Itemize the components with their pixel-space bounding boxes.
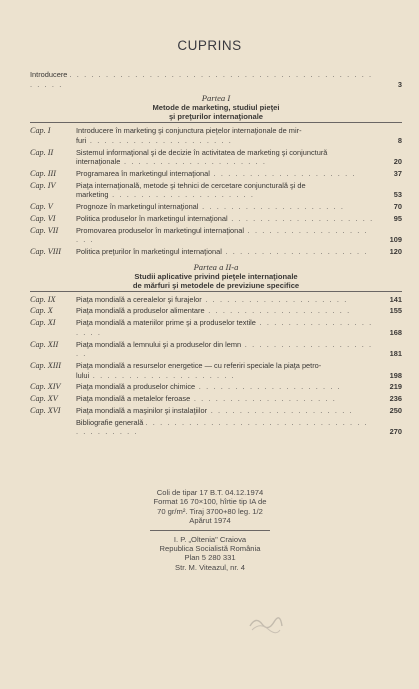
chapter-title: Piaţa mondială a materiilor prime şi a produselor textile	[76, 318, 256, 328]
chapter-title: Politica preţurilor în marketingul internaţional	[76, 247, 222, 257]
page-number: 109	[389, 235, 402, 245]
leader-dots: . . . . . . . . . . . . . . . . . . . .	[190, 394, 337, 404]
chapter-title: Piaţa mondială a metalelor feroase	[76, 394, 191, 404]
toc-chapter-row[interactable]	[30, 340, 402, 359]
leader-dots: . . . . . . . . . . . . . . . . . . . .	[76, 225, 369, 245]
colophon-line: Coli de tipar 17 B.T. 04.12.1974	[156, 488, 264, 497]
toc-chapter-row[interactable]	[30, 181, 402, 200]
chapter-title: Piaţa mondială a lemnului şi a produselor din lemn	[76, 339, 242, 349]
toc-chapter-row[interactable]	[30, 148, 402, 167]
chapter-number: Cap. X	[30, 306, 53, 316]
leader-dots: . . . . . . . . . . . . . . . . . . . .	[201, 294, 348, 304]
chapter-number: Cap. XII	[30, 339, 59, 349]
page-number: 236	[389, 394, 402, 404]
part-heading-line: de mărfuri şi metodele de previziune specifice	[132, 280, 300, 290]
leader-dots: . . . . . . . . . . . . . . . . . . . .	[76, 339, 373, 359]
chapter-number: Cap. IV	[30, 180, 56, 190]
chapter-number: Cap. XVI	[30, 405, 61, 415]
table-of-contents	[30, 70, 402, 437]
leader-dots: . . . . . . . . . . . . . . . . . . . .	[76, 318, 373, 337]
page-number: 8	[397, 135, 402, 145]
toc-chapter-row[interactable]	[30, 169, 402, 179]
toc-bibliography[interactable]: Bibliografie generală . . . . . . . . . . . . . . . . . . . . . . . . . . . . . . . . . . . . . . . . 270	[76, 417, 402, 437]
colophon-line: Plan 5 280 331	[184, 553, 236, 563]
page-number: 250	[389, 405, 402, 415]
colophon-line: 70 gr/m². Tiraj 3700+80 leg. 1/2	[157, 506, 263, 516]
chapter-number: Cap. XI	[30, 318, 56, 328]
leader-dots: . . . . . . . . . . . . . . . . . . . .	[89, 370, 236, 380]
leader-dots: . . . . . . . . . . . . . . . . . . . .	[198, 202, 345, 212]
chapter-number: Cap. IX	[30, 294, 56, 304]
chapter-number: Cap. XIII	[30, 360, 61, 370]
part-1-chapters	[30, 126, 402, 256]
page-number: 120	[389, 247, 402, 257]
chapter-title-continued: furi	[76, 135, 87, 145]
chapter-number: Cap. III	[30, 168, 56, 178]
colophon	[60, 488, 360, 572]
page-number: 37	[393, 168, 402, 178]
toc-chapter-row[interactable]	[30, 382, 402, 392]
chapter-title: Piaţa mondială a produselor alimentare	[76, 306, 205, 316]
part-1-heading	[30, 93, 402, 123]
page-title: CUPRINS	[177, 38, 242, 53]
toc-chapter-row[interactable]	[30, 247, 402, 257]
leader-dots: . . . . . . . . . . . . . . . . . . . .	[120, 157, 267, 167]
chapter-title: Introducere în marketing şi conjunctura pieţelor internaţionale de mir-	[76, 126, 302, 136]
page-number: 219	[389, 382, 402, 392]
page-number: 3	[397, 79, 402, 89]
colophon-line: Format 16 70×100, hîrtie tip IA de	[153, 497, 267, 507]
colophon-line: Str. M. Viteazul, nr. 4	[175, 562, 245, 572]
chapter-title-continued: internaţionale	[76, 157, 121, 167]
chapter-title: Politica produselor în marketingul internaţional	[76, 213, 228, 223]
colophon-line: I. P. „Oltenia" Craiova	[173, 534, 247, 544]
page-number: 270	[389, 427, 402, 437]
page-number: 95	[393, 213, 402, 223]
part-label: Partea a II-a	[193, 261, 239, 272]
chapter-title: Piaţa mondială a maşinilor şi instalaţiilor	[76, 405, 208, 415]
divider	[30, 122, 402, 123]
page-number: 155	[389, 306, 402, 316]
leader-dots: . . . . . . . . . . . . . . . . . . . .	[204, 306, 351, 316]
toc-chapter-row[interactable]	[30, 394, 402, 404]
toc-chapter-row[interactable]	[30, 202, 402, 212]
leader-dots: . . . . . . . . . . . . . . . . . . . .	[86, 135, 233, 145]
chapter-title: Piaţa mondială a produselor chimice	[76, 382, 196, 392]
chapter-number: Cap. VIII	[30, 247, 61, 257]
chapter-title: Prognoze în marketingul internaţional	[76, 202, 199, 212]
chapter-number: Cap. VI	[30, 213, 56, 223]
toc-chapter-row[interactable]	[30, 318, 402, 337]
part-heading-line: şi preţurilor internaţionale	[168, 112, 264, 122]
part-2-heading	[30, 262, 402, 292]
chapter-title: Promovarea produselor în marketingul internaţional	[76, 225, 245, 235]
leader-dots: . . . . . . . . . . . . . . . . . . . .	[209, 168, 357, 178]
leader-dots: . . . . . . . . . . . . . . . . . . . .	[227, 213, 374, 223]
colophon-line: Republica Socialistă România	[159, 544, 261, 554]
chapter-title: Programarea în marketingul internaţional	[76, 168, 210, 178]
part-label: Partea I	[201, 93, 231, 104]
toc-chapter-row[interactable]	[30, 226, 402, 245]
leader-dots: . . . . . . . . . . . . . . . . . . . .	[195, 382, 342, 392]
chapter-number: Cap. XV	[30, 394, 58, 404]
chapter-number: Cap. VII	[30, 225, 59, 235]
part-heading-line: Metode de marketing, studiul pieţei	[152, 103, 280, 113]
chapter-title-continued: lului	[76, 370, 90, 380]
divider	[30, 291, 402, 292]
leader-dots: . . . . . . . . . . . . . . . . . . . .	[221, 247, 368, 257]
faded-stamp-mark	[248, 612, 284, 634]
part-heading-line: Studii aplicative privind pieţele internaţionale	[134, 271, 298, 281]
toc-chapter-row[interactable]	[30, 295, 402, 305]
page-number: 53	[393, 190, 402, 200]
part-2-chapters	[30, 295, 402, 416]
page-number: 70	[393, 202, 402, 212]
page-number: 168	[389, 327, 402, 337]
chapter-number: Cap. V	[30, 202, 53, 212]
leader-dots: . . . . . . . . . . . . . . . . . . . .	[207, 405, 354, 415]
chapter-number: Cap. I	[30, 126, 51, 136]
chapter-title: Piaţa mondială a resurselor energetice — cu referiri speciale la piaţa petro-	[76, 360, 322, 370]
chapter-title: Sistemul informaţional şi de decizie în activitatea de marketing şi conjunctură	[76, 147, 328, 157]
page-number: 198	[389, 370, 402, 380]
toc-chapter-row[interactable]	[30, 306, 402, 316]
chapter-number: Cap. II	[30, 147, 54, 157]
leader-dots: . . . . . . . . . . . . . . . . . . . .	[108, 190, 255, 200]
chapter-title: Piaţa internaţională, metode şi tehnici de cercetare conjuncturală şi de	[76, 180, 306, 190]
colophon-line: Apărut 1974	[189, 516, 231, 526]
toc-chapter-row[interactable]	[30, 361, 402, 380]
divider	[150, 530, 270, 531]
chapter-title: Piaţa mondială a cerealelor şi furajelor	[76, 294, 202, 304]
page-number: 141	[389, 294, 402, 304]
page-number: 20	[393, 157, 402, 167]
chapter-number: Cap. XIV	[30, 382, 61, 392]
toc-chapter-row[interactable]	[30, 126, 402, 145]
toc-chapter-row[interactable]	[30, 214, 402, 224]
toc-intro[interactable]: Introducere . . . . . . . . . . . . . . . . . . . . . . . . . . . . . . . . . . . . . . . . . . . . . . . 3	[30, 70, 402, 89]
chapter-title-continued: marketing	[76, 190, 109, 200]
toc-chapter-row[interactable]	[30, 406, 402, 416]
page-number: 181	[389, 349, 402, 359]
